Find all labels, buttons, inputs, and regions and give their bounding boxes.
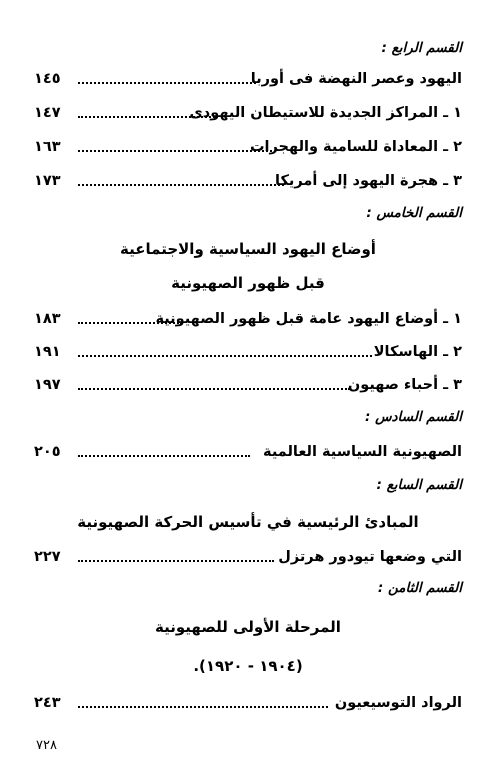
entry-page: ١٩٧ [34,377,61,393]
toc-entry [34,691,462,715]
entry-title: ٣ ـ أحباء صهيون [347,377,462,393]
toc-entry [34,101,462,125]
section-five-subtitle: قبل ظهور الصهيونية [171,274,325,292]
entry-page: ٢٤٣ [34,695,61,711]
dot-leader [78,388,350,390]
entry-title: ١ ـ المراكز الجديدة للاستيطان اليهودى [189,105,462,121]
dot-leader [78,560,274,562]
entry-title: الرواد التوسيعيون [334,695,462,711]
entry-page: ١٩١ [34,344,61,360]
entry-page: ١٤٥ [34,71,61,87]
dot-leader [78,82,256,84]
entry-page: ٢٠٥ [34,444,61,460]
entry-page: ٢٢٧ [34,549,61,565]
entry-page: ١٦٣ [34,139,61,155]
section-five-heading: القسم الخامس : [366,205,462,221]
page-number: ٧٢٨ [36,738,57,753]
toc-entry [34,340,462,364]
entry-title: التي وضعها تيودور هرتزل [278,549,462,565]
section-four-heading: القسم الرابع : [381,40,462,56]
section-five-title: أوضاع اليهود السياسية والاجتماعية [120,240,376,258]
dot-leader [78,184,284,186]
section-seven-heading: القسم السابع : [376,477,462,493]
section-eight-heading: القسم الثامن : [377,580,462,596]
entry-title: الصهيونية السياسية العالمية [263,444,462,460]
entry-page: ١٤٧ [34,105,61,121]
dot-leader [78,150,272,152]
entry-title: اليهود وعصر النهضة فى أوربا [250,71,462,87]
toc-entry [34,307,462,331]
entry-title: ٢ ـ الهاسكالا [373,344,462,360]
section-six-heading: القسم السادس : [364,409,462,425]
section-eight-title: المرحلة الأولى للصهيونية [155,618,341,636]
entry-title: ٣ ـ هجرة اليهود إلى أمريكا [275,173,462,189]
dot-leader [78,116,218,118]
dot-leader [78,706,328,708]
toc-entry [34,373,462,397]
dot-leader [78,455,250,457]
dot-leader [78,322,182,324]
entry-title: ٢ ـ المعاداة للسامية والهجرات [249,139,462,155]
dot-leader [78,355,372,357]
entry-page: ١٨٣ [34,311,61,327]
section-seven-title: المبادئ الرئيسية في تأسيس الحركة الصهيونية [77,513,419,531]
entry-title: ١ ـ أوضاع اليهود عامة قبل ظهور الصهيونية [155,311,462,327]
entry-page: ١٧٣ [34,173,61,189]
toc-entry [34,67,462,91]
toc-entry [34,135,462,159]
toc-entry [34,545,462,569]
section-eight-dates: (١٩٠٤ - ١٩٢٠). [193,657,303,675]
toc-entry [34,440,462,464]
toc-entry [34,169,462,193]
